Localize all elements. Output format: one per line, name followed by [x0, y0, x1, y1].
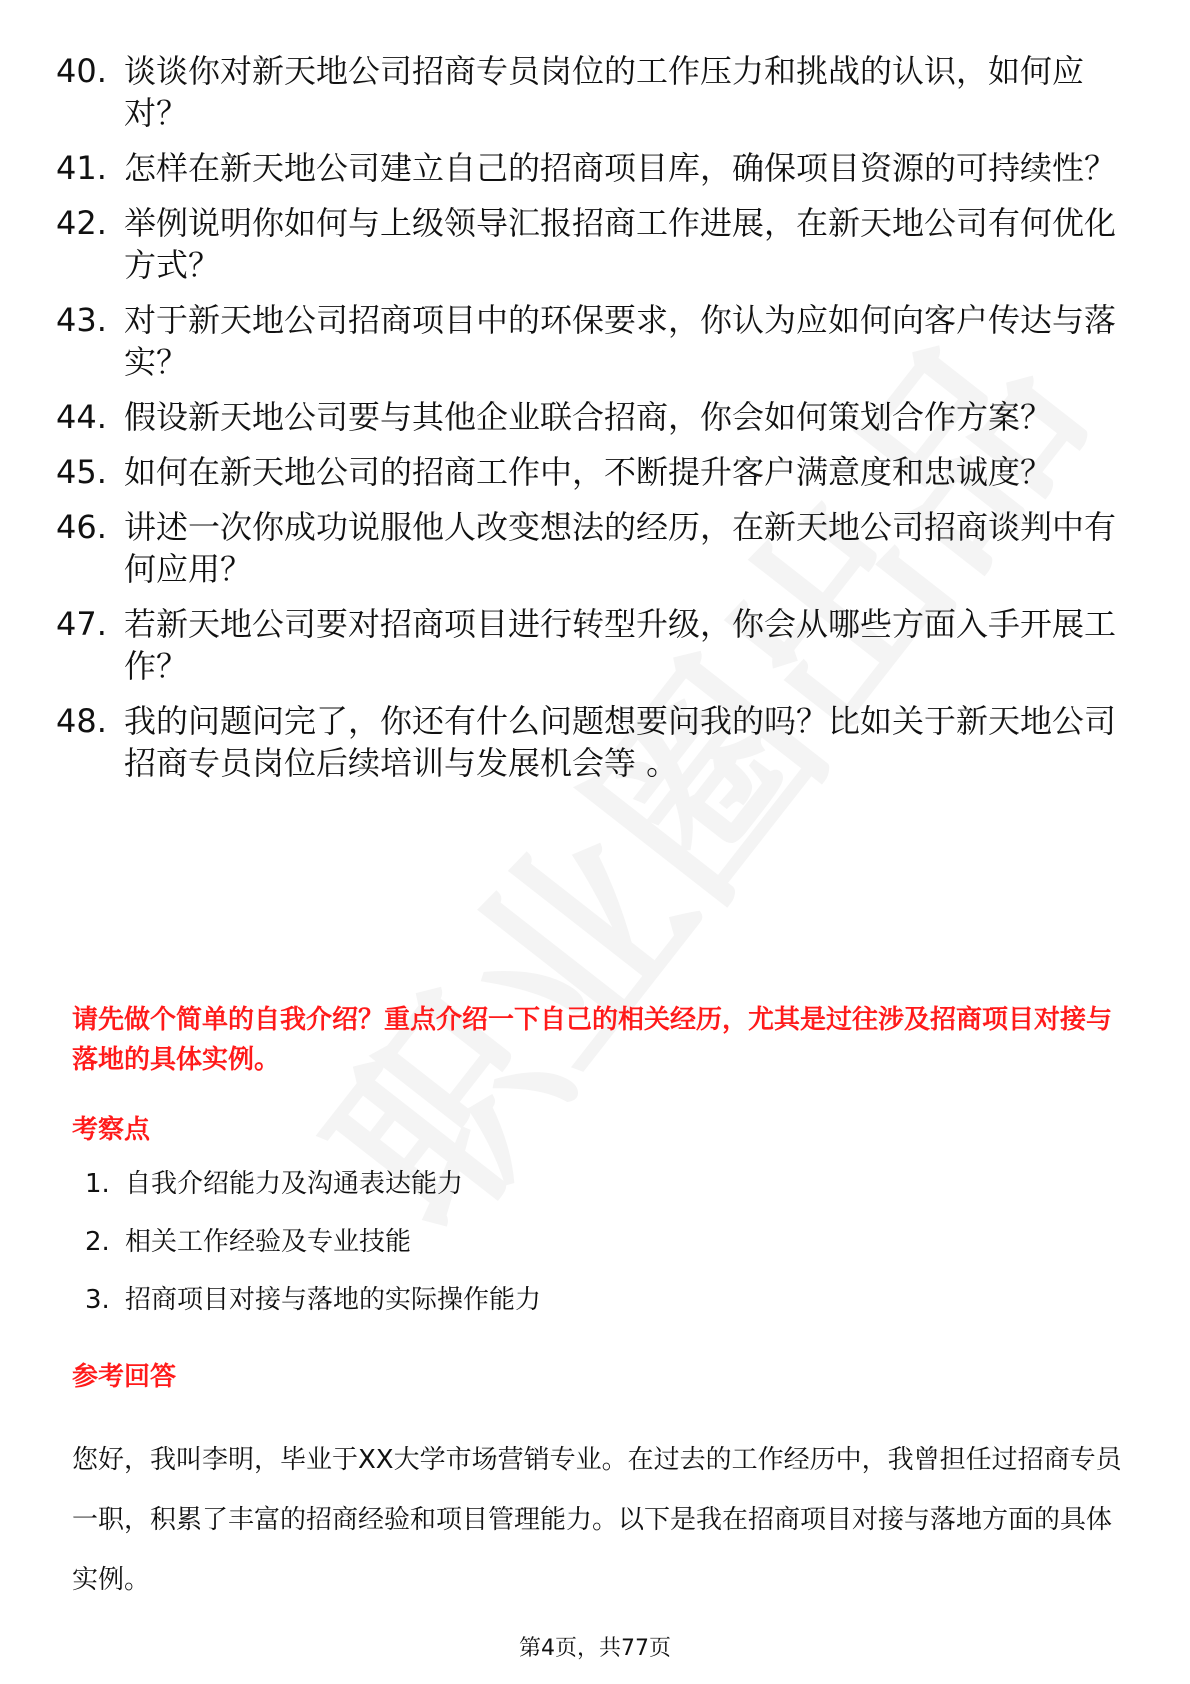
- question-number: 41.: [56, 149, 107, 187]
- focus-section-title: 考察点: [72, 1115, 151, 1145]
- question-number: 46.: [56, 508, 107, 546]
- question-number: 44.: [56, 398, 107, 436]
- list-item: [85, 1283, 985, 1317]
- question-text: 对于新天地公司招商项目中的环保要求，你认为应如何向客户传达与落实？: [124, 301, 1117, 381]
- question-text: 讲述一次你成功说服他人改变想法的经历，在新天地公司招商谈判中有何应用？: [124, 508, 1117, 588]
- list-item: [56, 202, 1116, 286]
- question-number: 43.: [56, 301, 107, 339]
- question-number: 47.: [56, 605, 107, 643]
- list-item: [56, 700, 1116, 784]
- list-item: [85, 1225, 985, 1259]
- focus-point-list: [85, 1167, 985, 1341]
- question-text: 若新天地公司要对招商项目进行转型升级，你会从哪些方面入手开展工作？: [124, 605, 1117, 685]
- point-text: 自我介绍能力及沟通表达能力: [125, 1169, 464, 1199]
- list-item: [56, 506, 1116, 590]
- list-item: [56, 396, 1116, 438]
- list-item: [56, 603, 1116, 687]
- list-item: [56, 147, 1116, 189]
- list-item: [85, 1167, 985, 1201]
- question-list: [56, 50, 1116, 797]
- list-item: [56, 50, 1116, 134]
- question-text: 如何在新天地公司的招商工作中，不断提升客户满意度和忠诚度？: [124, 453, 1053, 491]
- point-text: 相关工作经验及专业技能: [125, 1227, 412, 1257]
- question-number: 40.: [56, 52, 107, 90]
- list-item: [56, 451, 1116, 493]
- page-number: 第4页，共77页: [519, 1636, 671, 1661]
- question-number: 42.: [56, 204, 107, 242]
- answer-section-title: 参考回答: [72, 1362, 177, 1392]
- point-number: 1.: [85, 1169, 110, 1199]
- question-number: 45.: [56, 453, 107, 491]
- point-text: 招商项目对接与落地的实际操作能力: [125, 1285, 542, 1315]
- question-text: 怎样在新天地公司建立自己的招商项目库，确保项目资源的可持续性？: [124, 149, 1117, 187]
- point-number: 2.: [85, 1227, 110, 1257]
- question-text: 我的问题问完了，你还有什么问题想要问我的吗？比如关于新天地公司招商专员岗位后续培训与发展机会等 。: [124, 702, 1117, 782]
- list-item: [56, 299, 1116, 383]
- question-number: 48.: [56, 702, 107, 740]
- highlight-question: 请先做个简单的自我介绍？重点介绍一下自己的相关经历，尤其是过往涉及招商项目对接与落地的具体实例。: [72, 1005, 1113, 1075]
- question-text: 假设新天地公司要与其他企业联合招商，你会如何策划合作方案？: [124, 398, 1053, 436]
- answer-paragraph: 您好，我叫李明，毕业于XX大学市场营销专业。在过去的工作经历中，我曾担任过招商专员一职，积累了丰富的招商经验和项目管理能力。以下是我在招商项目对接与落地方面的具体实例。: [72, 1445, 1122, 1595]
- point-number: 3.: [85, 1285, 110, 1315]
- question-text: 谈谈你对新天地公司招商专员岗位的工作压力和挑战的认识，如何应对？: [124, 52, 1085, 132]
- question-text: 举例说明你如何与上级领导汇报招商工作进展，在新天地公司有何优化方式？: [124, 204, 1117, 284]
